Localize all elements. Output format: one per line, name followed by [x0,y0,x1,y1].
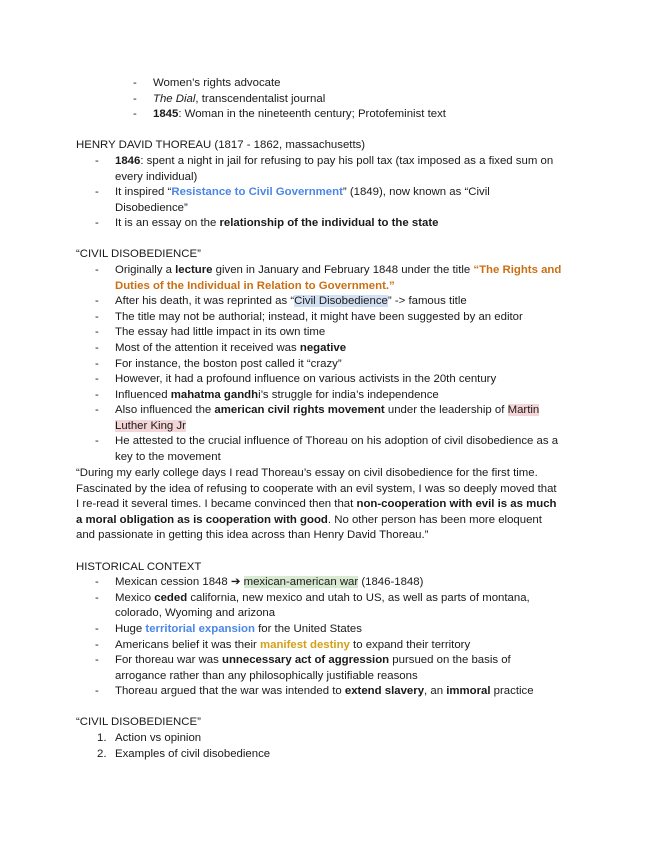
list-number: 2. [97,748,107,760]
list-item: Mexico ceded california, new mexico and utah to US, as well as parts of montana, [115,592,530,604]
bullet: - [95,373,99,385]
list-item: Also influenced the american civil rights movement under the leadership of Martin [115,404,540,416]
section-heading: HENRY DAVID THOREAU (1817 - 1862, massachusetts) [76,139,366,151]
list-item: 1845: Woman in the nineteenth century; Protofeminist text [153,108,446,120]
quote-line: “During my early college days I read Thoreau’s essay on civil disobedience for the first time. [76,467,538,479]
list-item: After his death, it was reprinted as “Civil Disobedience” -> famous title [115,295,467,307]
list-item-continuation: arrogance rather than any philosophically justifiable reasons [115,670,418,682]
list-item: The Dial, transcendentalist journal [153,93,326,105]
bullet: - [95,435,99,447]
bullet: - [95,576,99,588]
list-item: For thoreau war was unnecessary act of aggression pursued on the basis of [115,654,511,666]
list-item: However, it had a profound influence on various activists in the 20th century [115,373,497,385]
section-heading: HISTORICAL CONTEXT [76,561,202,573]
list-item-continuation: Duties of the Individual in Relation to Government.” [115,280,395,292]
bullet: - [95,592,99,604]
bullet: - [95,155,99,167]
quote-line: a moral obligation as is cooperation with good. No other person has been more eloquent [76,514,542,526]
list-item: It inspired “Resistance to Civil Government” (1849), now known as “Civil [115,186,490,198]
list-item-continuation: key to the movement [115,451,221,463]
bullet: - [95,389,99,401]
highlighted-text: mexican-american war [243,576,359,588]
list-item: Most of the attention it received was negative [115,342,347,354]
list-item: Examples of civil disobedience [115,748,271,760]
bullet: - [95,295,99,307]
list-item: The title may not be authorial; instead, it might have been suggested by an editor [115,311,523,323]
bullet: - [95,264,99,276]
list-item: He attested to the crucial influence of Thoreau on his adoption of civil disobedience as a [115,435,559,447]
list-item: 1846: spent a night in jail for refusing to pay his poll tax (tax imposed as a fixed sum on [115,155,554,167]
list-item-continuation [115,419,186,435]
list-item: Influenced mahatma gandhi’s struggle for india’s independence [115,389,439,401]
bullet: - [95,358,99,370]
list-item: Americans belief it was their manifest destiny to expand their territory [115,639,471,651]
highlighted-text: Luther King Jr [115,420,186,432]
list-item-continuation: colorado, Wyoming and arizona [115,607,276,619]
highlighted-link-text: territorial expansion [145,623,255,635]
bullet: - [95,326,99,338]
list-item-continuation: every individual) [115,171,198,183]
bullet: - [95,342,99,354]
quote-line: Fascinated by the idea of refusing to cooperate with an evil system, I was so deeply moved that [76,483,557,495]
bullet: - [95,217,99,229]
section-heading: “CIVIL DISOBEDIENCE” [76,248,201,260]
bullet: - [95,186,99,198]
list-item: The essay had little impact in its own time [115,326,326,338]
list-item: For instance, the boston post called it “crazy” [115,358,342,370]
bullet: - [95,311,99,323]
bullet: - [95,654,99,666]
quote-line: I re-read it several times. I became convinced then that non-cooperation with evil is as much [76,498,557,510]
list-item: Women’s rights advocate [153,77,281,89]
list-item: Originally a lecture given in January and February 1848 under the title “The Rights and [115,264,562,276]
bullet: - [133,108,137,120]
list-item: Action vs opinion [115,732,202,744]
bullet: - [95,404,99,416]
bullet: - [133,93,137,105]
list-item: Thoreau argued that the war was intended to extend slavery, an immoral practice [115,685,534,697]
bullet: - [95,639,99,651]
list-item: Huge territorial expansion for the United States [115,623,362,635]
list-item: It is an essay on the relationship of the individual to the state [115,217,439,229]
list-item: Mexican cession 1848 ➔ mexican-american war (1846-1848) [115,576,424,588]
bullet: - [95,623,99,635]
highlighted-text: Martin [507,404,540,416]
list-number: 1. [97,732,107,744]
bullet: - [133,77,137,89]
quote-line: and passionate in getting this idea across than Henry David Thoreau.” [76,529,429,541]
highlighted-text: Civil Disobedience [294,295,388,307]
list-item-continuation: Disobedience” [115,202,188,214]
essay-title-link: Resistance to Civil Government [171,186,343,198]
section-heading: “CIVIL DISOBEDIENCE” [76,716,201,728]
bullet: - [95,685,99,697]
